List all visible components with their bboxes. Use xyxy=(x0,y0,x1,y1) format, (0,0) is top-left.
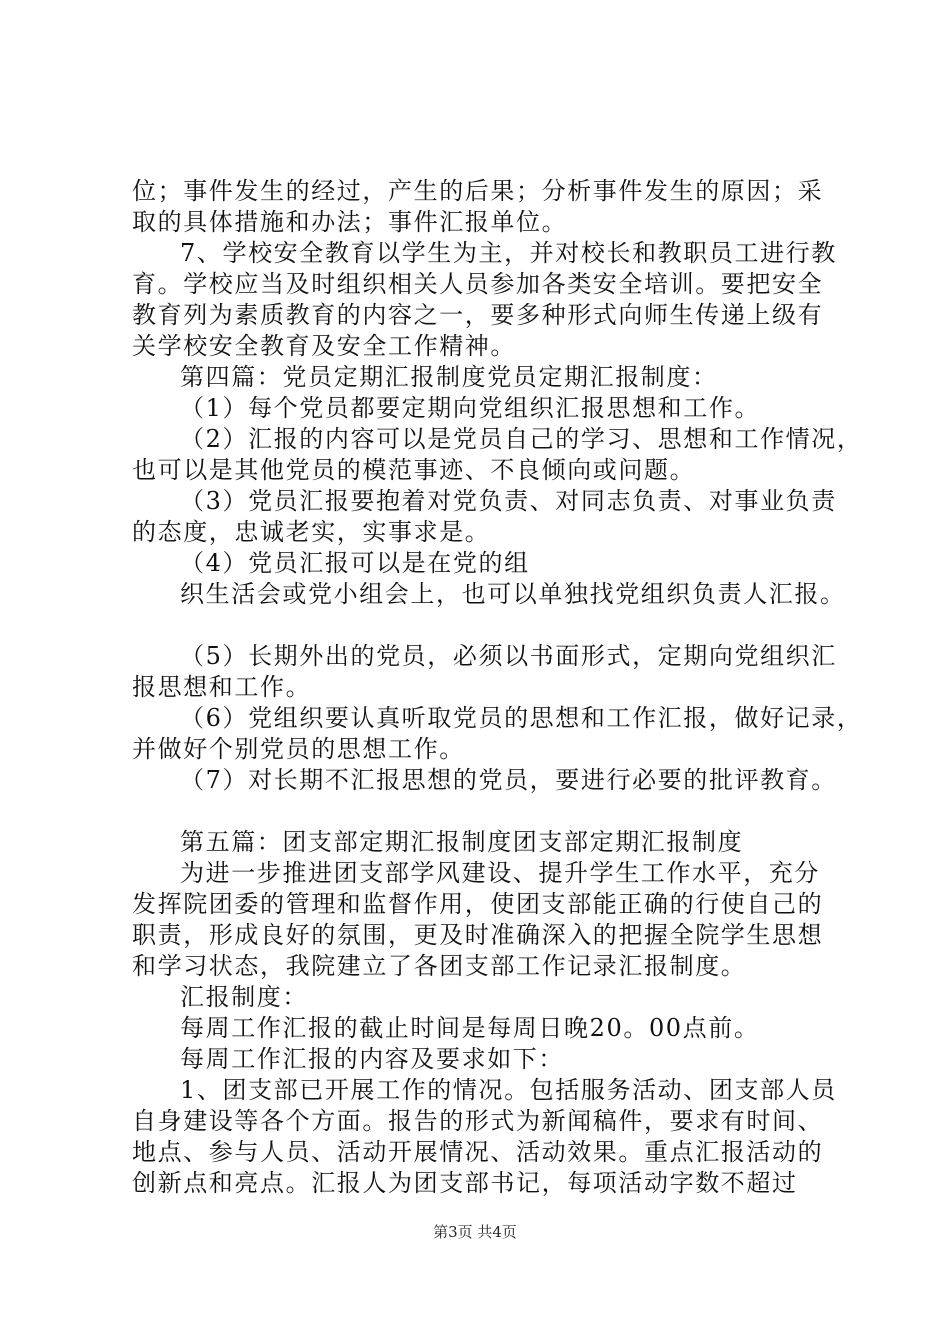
text-line: 创新点和亮点。汇报人为团支部书记，每项活动字数不超过 xyxy=(132,1169,798,1197)
text-line: 1、团支部已开展工作的情况。包括服务活动、团支部人员 xyxy=(180,1076,837,1104)
text-line: 为进一步推进团支部学风建设、提升学生工作水平，充分 xyxy=(180,859,820,887)
blank-line xyxy=(132,610,852,641)
text-line: （3）党员汇报要抱着对党负责、对同志负责、对事业负责 xyxy=(180,487,837,515)
text-line: 位；事件发生的经过，产生的后果；分析事件发生的原因；采 xyxy=(132,177,824,205)
section-heading: 第四篇：党员定期汇报制度党员定期汇报制度： xyxy=(180,363,718,391)
text-line: （5）长期外出的党员，必须以书面形式，定期向党组织汇 xyxy=(180,642,837,670)
text-line: 并做好个别党员的思想工作。 xyxy=(132,735,465,763)
text-line: 每周工作汇报的内容及要求如下： xyxy=(180,1045,564,1073)
text-line: （7）对长期不汇报思想的党员，要进行必要的批评教育。 xyxy=(180,766,837,794)
blank-line xyxy=(132,796,852,827)
text-line: 发挥院团委的管理和监督作用，使团支部能正确的行使自己的 xyxy=(132,890,824,918)
text-line: （1）每个党员都要定期向党组织汇报思想和工作。 xyxy=(180,394,761,422)
text-line: 7、学校安全教育以学生为主，并对校长和教职员工进行教 xyxy=(180,239,837,267)
text-line: 汇报制度： xyxy=(180,983,308,1011)
text-line: 关学校安全教育及安全工作精神。 xyxy=(132,332,516,360)
page-number-footer: 第3页 共4页 xyxy=(433,1223,517,1241)
text-line: 教育列为素质教育的内容之一，要多种形式向师生传递上级有 xyxy=(132,301,824,329)
text-line: 每周工作汇报的截止时间是每周日晚20。00点前。 xyxy=(180,1014,760,1042)
text-line: 也可以是其他党员的模范事迹、不良倾向或问题。 xyxy=(132,456,696,484)
section-heading: 第五篇：团支部定期汇报制度团支部定期汇报制度 xyxy=(180,828,744,856)
text-line: 职责，形成良好的氛围，更及时准确深入的把握全院学生思想 xyxy=(132,921,824,949)
text-line: 地点、参与人员、活动开展情况、活动效果。重点汇报活动的 xyxy=(132,1138,824,1166)
text-line: 织生活会或党小组会上，也可以单独找党组织负责人汇报。 xyxy=(180,580,846,608)
text-line: 取的具体措施和办法；事件汇报单位。 xyxy=(132,208,568,236)
text-line: 育。学校应当及时组织相关人员参加各类安全培训。要把安全 xyxy=(132,270,824,298)
document-body xyxy=(132,176,863,1199)
text-line: （6）党组织要认真听取党员的思想和工作汇报，做好记录， xyxy=(180,704,863,732)
text-line: 报思想和工作。 xyxy=(132,673,312,701)
text-line: 和学习状态，我院建立了各团支部工作记录汇报制度。 xyxy=(132,952,747,980)
text-line: 的态度，忠诚老实，实事求是。 xyxy=(132,518,491,546)
text-line: （4）党员汇报可以是在党的组 xyxy=(180,549,530,577)
text-line: （2）汇报的内容可以是党员自己的学习、思想和工作情况， xyxy=(180,425,863,453)
text-line: 自身建设等各个方面。报告的形式为新闻稿件，要求有时间、 xyxy=(132,1107,824,1135)
